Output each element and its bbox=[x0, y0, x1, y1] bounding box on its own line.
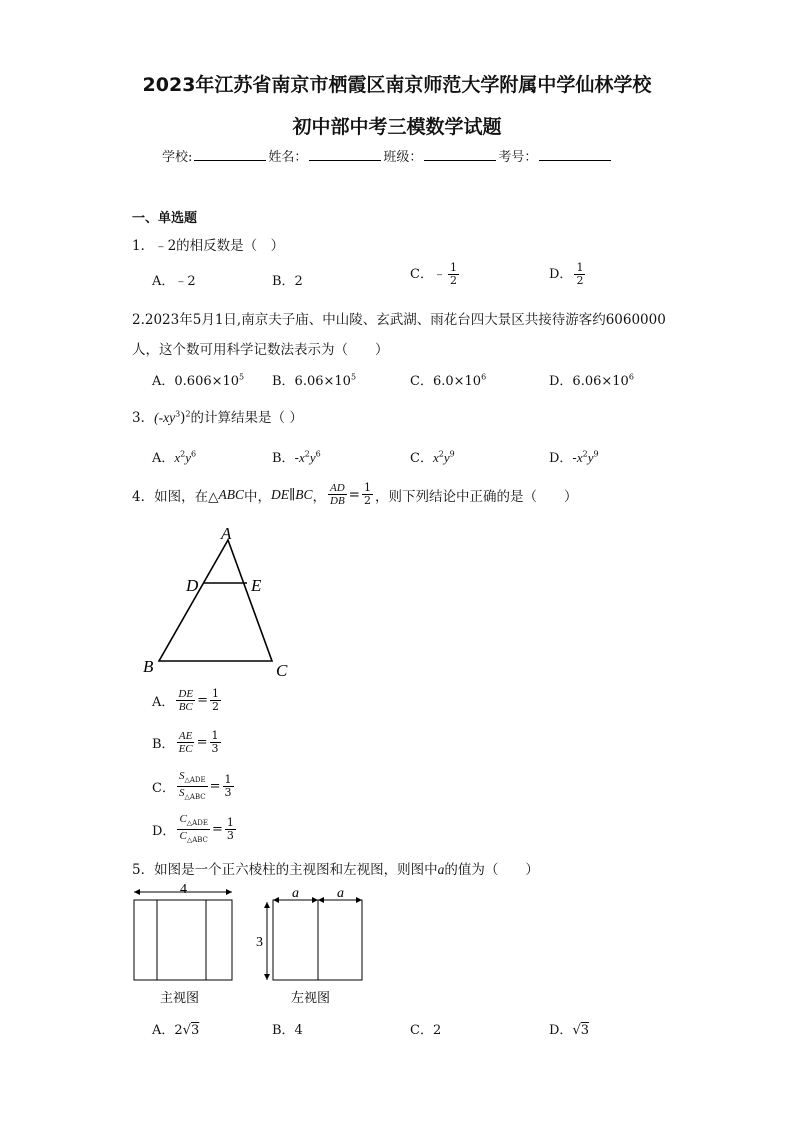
q3-option-d bbox=[549, 447, 599, 466]
q4-equals: = bbox=[348, 486, 360, 503]
q2-option-d-text: D．6.06×10 bbox=[549, 374, 629, 389]
fraction-denominator bbox=[177, 830, 209, 846]
q3-rest: 的计算结果是（ ） bbox=[190, 410, 303, 426]
q4-option-b-rhs bbox=[210, 730, 221, 755]
q5-option-b: B．4 bbox=[272, 1023, 303, 1038]
x-var: x bbox=[174, 450, 181, 465]
y-var: y bbox=[587, 450, 594, 465]
front-view-rect bbox=[134, 900, 232, 980]
side-a-label-1: a bbox=[292, 886, 299, 901]
q1-option-d-prefix: D． bbox=[549, 267, 573, 282]
y-exp: 6 bbox=[315, 449, 321, 459]
perimeter-symbol: C bbox=[179, 830, 187, 843]
fraction-numerator: 1 bbox=[211, 729, 219, 742]
exam-no-blank bbox=[539, 148, 611, 161]
q4-option-c bbox=[152, 770, 236, 803]
q3-outer-exp: 2 bbox=[185, 409, 191, 419]
front-view-caption: 主视图 bbox=[160, 990, 200, 1005]
q1-stem: 1．﹣2的相反数是（ ） bbox=[132, 238, 285, 254]
q4-triangle-abc: ABC bbox=[218, 486, 244, 502]
radicand: 3 bbox=[580, 1023, 590, 1038]
side-view bbox=[256, 886, 362, 1005]
point-d-label: D bbox=[186, 576, 199, 595]
q4-parallel: ∥ bbox=[288, 486, 296, 503]
point-e-label: E bbox=[251, 576, 262, 595]
q4-option-a-label: A． bbox=[152, 695, 175, 710]
q2-option-b bbox=[272, 370, 356, 389]
x-var: x bbox=[432, 450, 439, 465]
fraction-numerator: 1 bbox=[449, 261, 457, 274]
q4-option-a-lhs bbox=[176, 688, 195, 713]
area-symbol: S bbox=[179, 787, 185, 800]
x-var: x bbox=[298, 450, 305, 465]
q3-base: (-xy bbox=[154, 410, 176, 425]
q4-tail: ，则下列结论中正确的是（ ） bbox=[374, 488, 578, 505]
fraction-numerator bbox=[177, 770, 208, 787]
q2-option-a-text: A．0.606×10 bbox=[152, 374, 240, 389]
vertex-b-label: B bbox=[143, 657, 154, 676]
class-label: 班级： bbox=[383, 150, 423, 165]
fraction-numerator: 1 bbox=[224, 773, 232, 787]
q4-option-d-label: D． bbox=[152, 824, 176, 840]
q4-option-c-lhs bbox=[177, 770, 208, 803]
x-var: x bbox=[576, 450, 583, 465]
arrow-up bbox=[264, 902, 270, 908]
q2-option-c-exp: 6 bbox=[481, 372, 487, 382]
q2-stem-line2: 人，这个数可用科学记数法表示为（ ） bbox=[132, 342, 389, 358]
q4-option-d-lhs bbox=[177, 813, 210, 846]
q4-option-d bbox=[152, 813, 238, 846]
q4-triangle-figure bbox=[135, 520, 305, 685]
fraction-numerator: AE bbox=[178, 730, 193, 742]
equals-sign: = bbox=[211, 822, 223, 838]
area-symbol: S bbox=[178, 770, 185, 782]
fraction-denominator bbox=[177, 787, 208, 803]
q4-option-d-rhs bbox=[225, 817, 236, 842]
q2-option-a-exp: 5 bbox=[239, 372, 245, 382]
subscript: △ABC bbox=[186, 836, 208, 845]
name-blank bbox=[309, 148, 381, 161]
q5-option-c: C．2 bbox=[410, 1023, 442, 1038]
fraction-numerator: DE bbox=[178, 688, 194, 700]
q4-option-c-label: C． bbox=[152, 781, 175, 797]
front-view bbox=[134, 882, 232, 1005]
q1-option-d-fraction bbox=[574, 262, 585, 287]
q4-ratio-value bbox=[362, 482, 373, 507]
arrow-left bbox=[134, 889, 140, 895]
q5-stem bbox=[132, 858, 539, 878]
q2-option-c bbox=[410, 370, 486, 389]
q4-option-c-rhs bbox=[223, 774, 234, 799]
q3-option-a-label: A． bbox=[152, 451, 175, 466]
q4-option-a-rhs bbox=[210, 688, 221, 713]
q5-option-d-label: D． bbox=[549, 1023, 573, 1038]
q3-inner-exp: 3 bbox=[175, 409, 181, 419]
y-exp: 6 bbox=[191, 449, 197, 459]
equals-sign: = bbox=[196, 735, 208, 750]
q1-option-c-fraction bbox=[448, 262, 459, 287]
q3-option-b bbox=[272, 447, 321, 466]
fraction-numerator: 1 bbox=[226, 816, 234, 830]
q2-stem-line1: 2.2023年5月1日,南京夫子庙、中山陵、玄武湖、雨花台四大景区共接待游客约6060000 bbox=[132, 312, 666, 328]
subscript: △ADE bbox=[186, 819, 208, 828]
q2-option-c-text: C．6.0×10 bbox=[410, 374, 482, 389]
y-exp: 9 bbox=[449, 449, 455, 459]
q3-option-c bbox=[410, 447, 455, 466]
x-exp: 2 bbox=[582, 449, 588, 459]
q4-stem bbox=[132, 482, 577, 507]
q3-option-c-label: C． bbox=[410, 451, 433, 466]
q3-stem bbox=[132, 406, 303, 426]
side-a-label-2: a bbox=[337, 886, 344, 901]
fraction-denominator: 2 bbox=[449, 274, 457, 287]
sqrt-icon: √ bbox=[182, 1023, 191, 1038]
q1-option-d bbox=[549, 262, 587, 287]
q4-ratio-fraction bbox=[328, 482, 347, 507]
school-label: 学校: bbox=[162, 150, 193, 165]
perimeter-symbol: C bbox=[179, 813, 187, 825]
q3-number: 3． bbox=[132, 410, 155, 426]
q4-comma: ， bbox=[312, 488, 326, 505]
side-view-caption: 左视图 bbox=[291, 990, 331, 1005]
q4-bc: BC bbox=[295, 486, 313, 502]
y-var: y bbox=[443, 450, 450, 465]
q1-option-b: B．2 bbox=[272, 274, 303, 289]
q3-option-b-label: B．- bbox=[272, 451, 299, 466]
y-exp: 9 bbox=[593, 449, 599, 459]
exam-title-line2: 初中部中考三模数学试题 bbox=[292, 116, 502, 138]
q4-de: DE bbox=[270, 486, 289, 502]
radicand: 3 bbox=[190, 1023, 200, 1038]
triangle-abc-shape bbox=[159, 540, 272, 661]
sqrt-icon: √ bbox=[572, 1023, 581, 1038]
fraction-denominator: 3 bbox=[211, 742, 219, 755]
q3-option-d-label: D．- bbox=[549, 451, 577, 466]
student-info-row bbox=[162, 146, 613, 165]
front-width-label: 4 bbox=[180, 882, 187, 897]
equals-sign: = bbox=[209, 779, 221, 795]
vertex-a-label: A bbox=[221, 524, 232, 543]
q2-option-b-text: B．6.06×10 bbox=[272, 374, 351, 389]
arrow-down bbox=[264, 974, 270, 980]
q3-close: ) bbox=[180, 410, 186, 426]
fraction-denominator: BC bbox=[178, 701, 193, 713]
q5-option-a bbox=[152, 1019, 199, 1038]
q1-option-a: A．﹣2 bbox=[152, 274, 196, 289]
fraction-denominator: 2 bbox=[211, 700, 219, 713]
y-var: y bbox=[309, 450, 316, 465]
fraction-denominator: 2 bbox=[576, 274, 584, 287]
fraction-denominator: EC bbox=[178, 743, 193, 755]
arrow-right bbox=[226, 889, 232, 895]
side-height-label: 3 bbox=[256, 935, 263, 950]
school-blank bbox=[194, 148, 266, 161]
q5-var-a: a bbox=[437, 862, 445, 877]
q2-option-d bbox=[549, 370, 634, 389]
q5-stem-pre: 5．如图是一个正六棱柱的主视图和左视图，则图中 bbox=[132, 862, 438, 878]
fraction-denominator: DB bbox=[330, 495, 345, 507]
class-blank bbox=[424, 148, 496, 161]
q4-mid: 中， bbox=[243, 488, 271, 505]
q5-stem-post: 的值为（ ） bbox=[444, 862, 539, 878]
q1-option-c-prefix: C．﹣ bbox=[410, 267, 446, 282]
fraction-numerator: 1 bbox=[363, 481, 371, 494]
q3-option-a bbox=[152, 447, 196, 466]
fraction-numerator: AD bbox=[330, 482, 345, 494]
q2-option-b-exp: 5 bbox=[350, 372, 357, 382]
x-exp: 2 bbox=[180, 449, 186, 459]
y-var: y bbox=[185, 450, 192, 465]
q4-option-b bbox=[152, 730, 223, 755]
section-title: 一、单选题 bbox=[132, 211, 198, 226]
q5-views-figure bbox=[125, 880, 385, 1010]
q5-option-a-text: A．2 bbox=[152, 1023, 183, 1038]
q5-option-d bbox=[549, 1019, 589, 1038]
name-label: 姓名： bbox=[268, 150, 308, 165]
fraction-numerator: 1 bbox=[576, 261, 584, 274]
x-exp: 2 bbox=[304, 449, 310, 459]
q1-option-c bbox=[410, 262, 461, 287]
fraction-denominator: 2 bbox=[363, 494, 371, 507]
q4-option-b-label: B． bbox=[152, 737, 175, 752]
q2-option-a bbox=[152, 370, 244, 389]
q4-option-a bbox=[152, 688, 223, 713]
fraction-numerator bbox=[177, 813, 210, 830]
exam-no-label: 考号： bbox=[498, 150, 538, 165]
q4-prefix: 4．如图，在△ bbox=[132, 488, 219, 505]
exam-title-line1: 2023年江苏省南京市栖霞区南京师范大学附属中学仙林学校 bbox=[142, 74, 652, 96]
x-exp: 2 bbox=[438, 449, 444, 459]
subscript: △ABC bbox=[184, 793, 206, 802]
fraction-denominator: 3 bbox=[226, 829, 234, 843]
fraction-denominator: 3 bbox=[224, 786, 232, 800]
equals-sign: = bbox=[197, 693, 208, 708]
vertex-c-label: C bbox=[276, 661, 288, 680]
subscript: △ADE bbox=[184, 776, 206, 785]
q4-option-b-lhs bbox=[177, 730, 195, 755]
fraction-numerator: 1 bbox=[211, 687, 219, 700]
q2-option-d-exp: 6 bbox=[628, 372, 634, 382]
